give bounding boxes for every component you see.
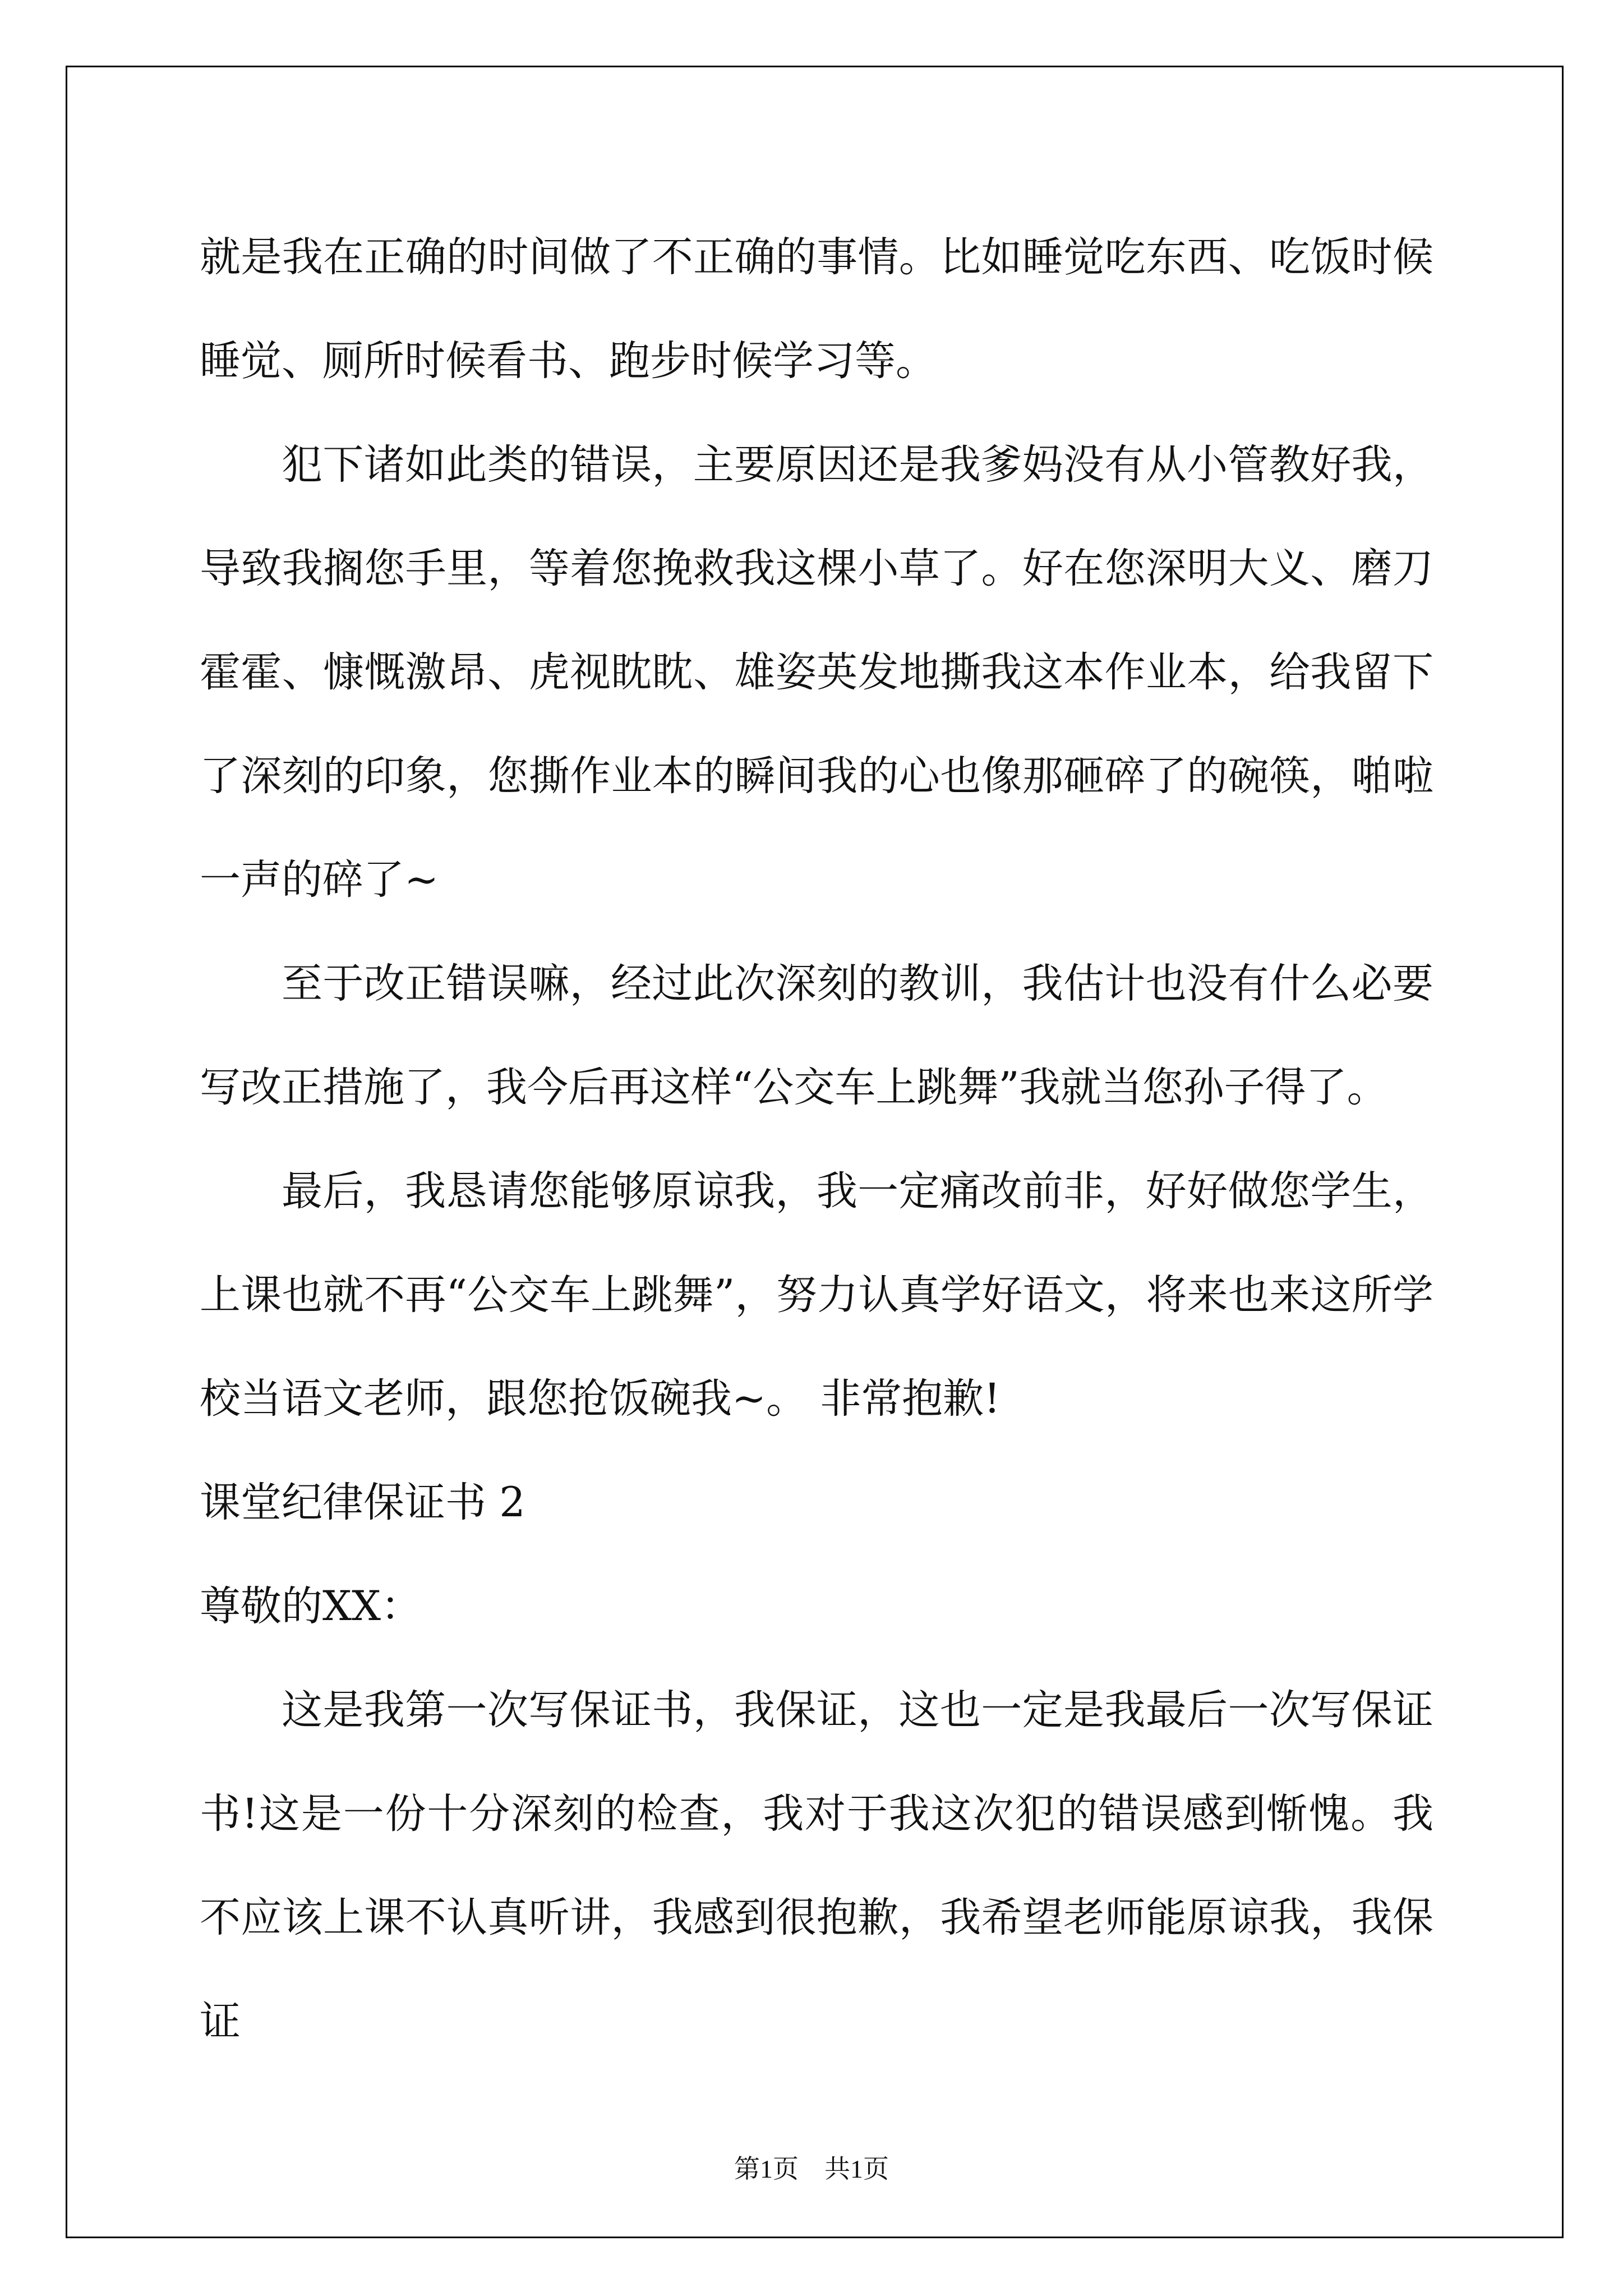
paragraph-3: 至于改正错误嘛，经过此次深刻的教训，我估计也没有什么必要写改正措施了，我今后再这样“公交车上跳舞”我就当您孙子得了。 <box>200 960 1433 1111</box>
paragraph-2: 犯下诸如此类的错误，主要原因还是我爹妈没有从小管教好我，导致我搁您手里，等着您挽救我这棵小草了。好在您深明大义、磨刀霍霍、慷慨激昂、虎视眈眈、雄姿英发地撕我这本作业本，给我留下了深刻的印象，您撕作业本的瞬间我的心也像那砸碎了的碗筷，啪啦一声的碎了~ <box>200 441 1433 904</box>
salutation: 尊敬的XX： <box>200 1582 422 1630</box>
paragraph-4: 最后，我恳请您能够原谅我，我一定痛改前非，好好做您学生，上课也就不再“公交车上跳舞”，努力认真学好语文，将来也来这所学校当语文老师，跟您抢饭碗我~。 非常抱歉! <box>200 1167 1433 1423</box>
document-body <box>200 205 1433 2073</box>
paragraph-1: 就是我在正确的时间做了不正确的事情。比如睡觉吃东西、吃饭时候睡觉、厕所时候看书、跑步时候学习等。 <box>200 233 1433 385</box>
page-footer: 第1页 共1页 <box>734 2155 889 2183</box>
paragraph-5: 这是我第一次写保证书，我保证，这也一定是我最后一次写保证书!这是一份十分深刻的检查，我对于我这次犯的错误感到惭愧。我不应该上课不认真听讲，我感到很抱歉，我希望老师能原谅我，我保证 <box>200 1686 1433 2045</box>
section-title: 课堂纪律保证书 2 <box>200 1479 525 1526</box>
